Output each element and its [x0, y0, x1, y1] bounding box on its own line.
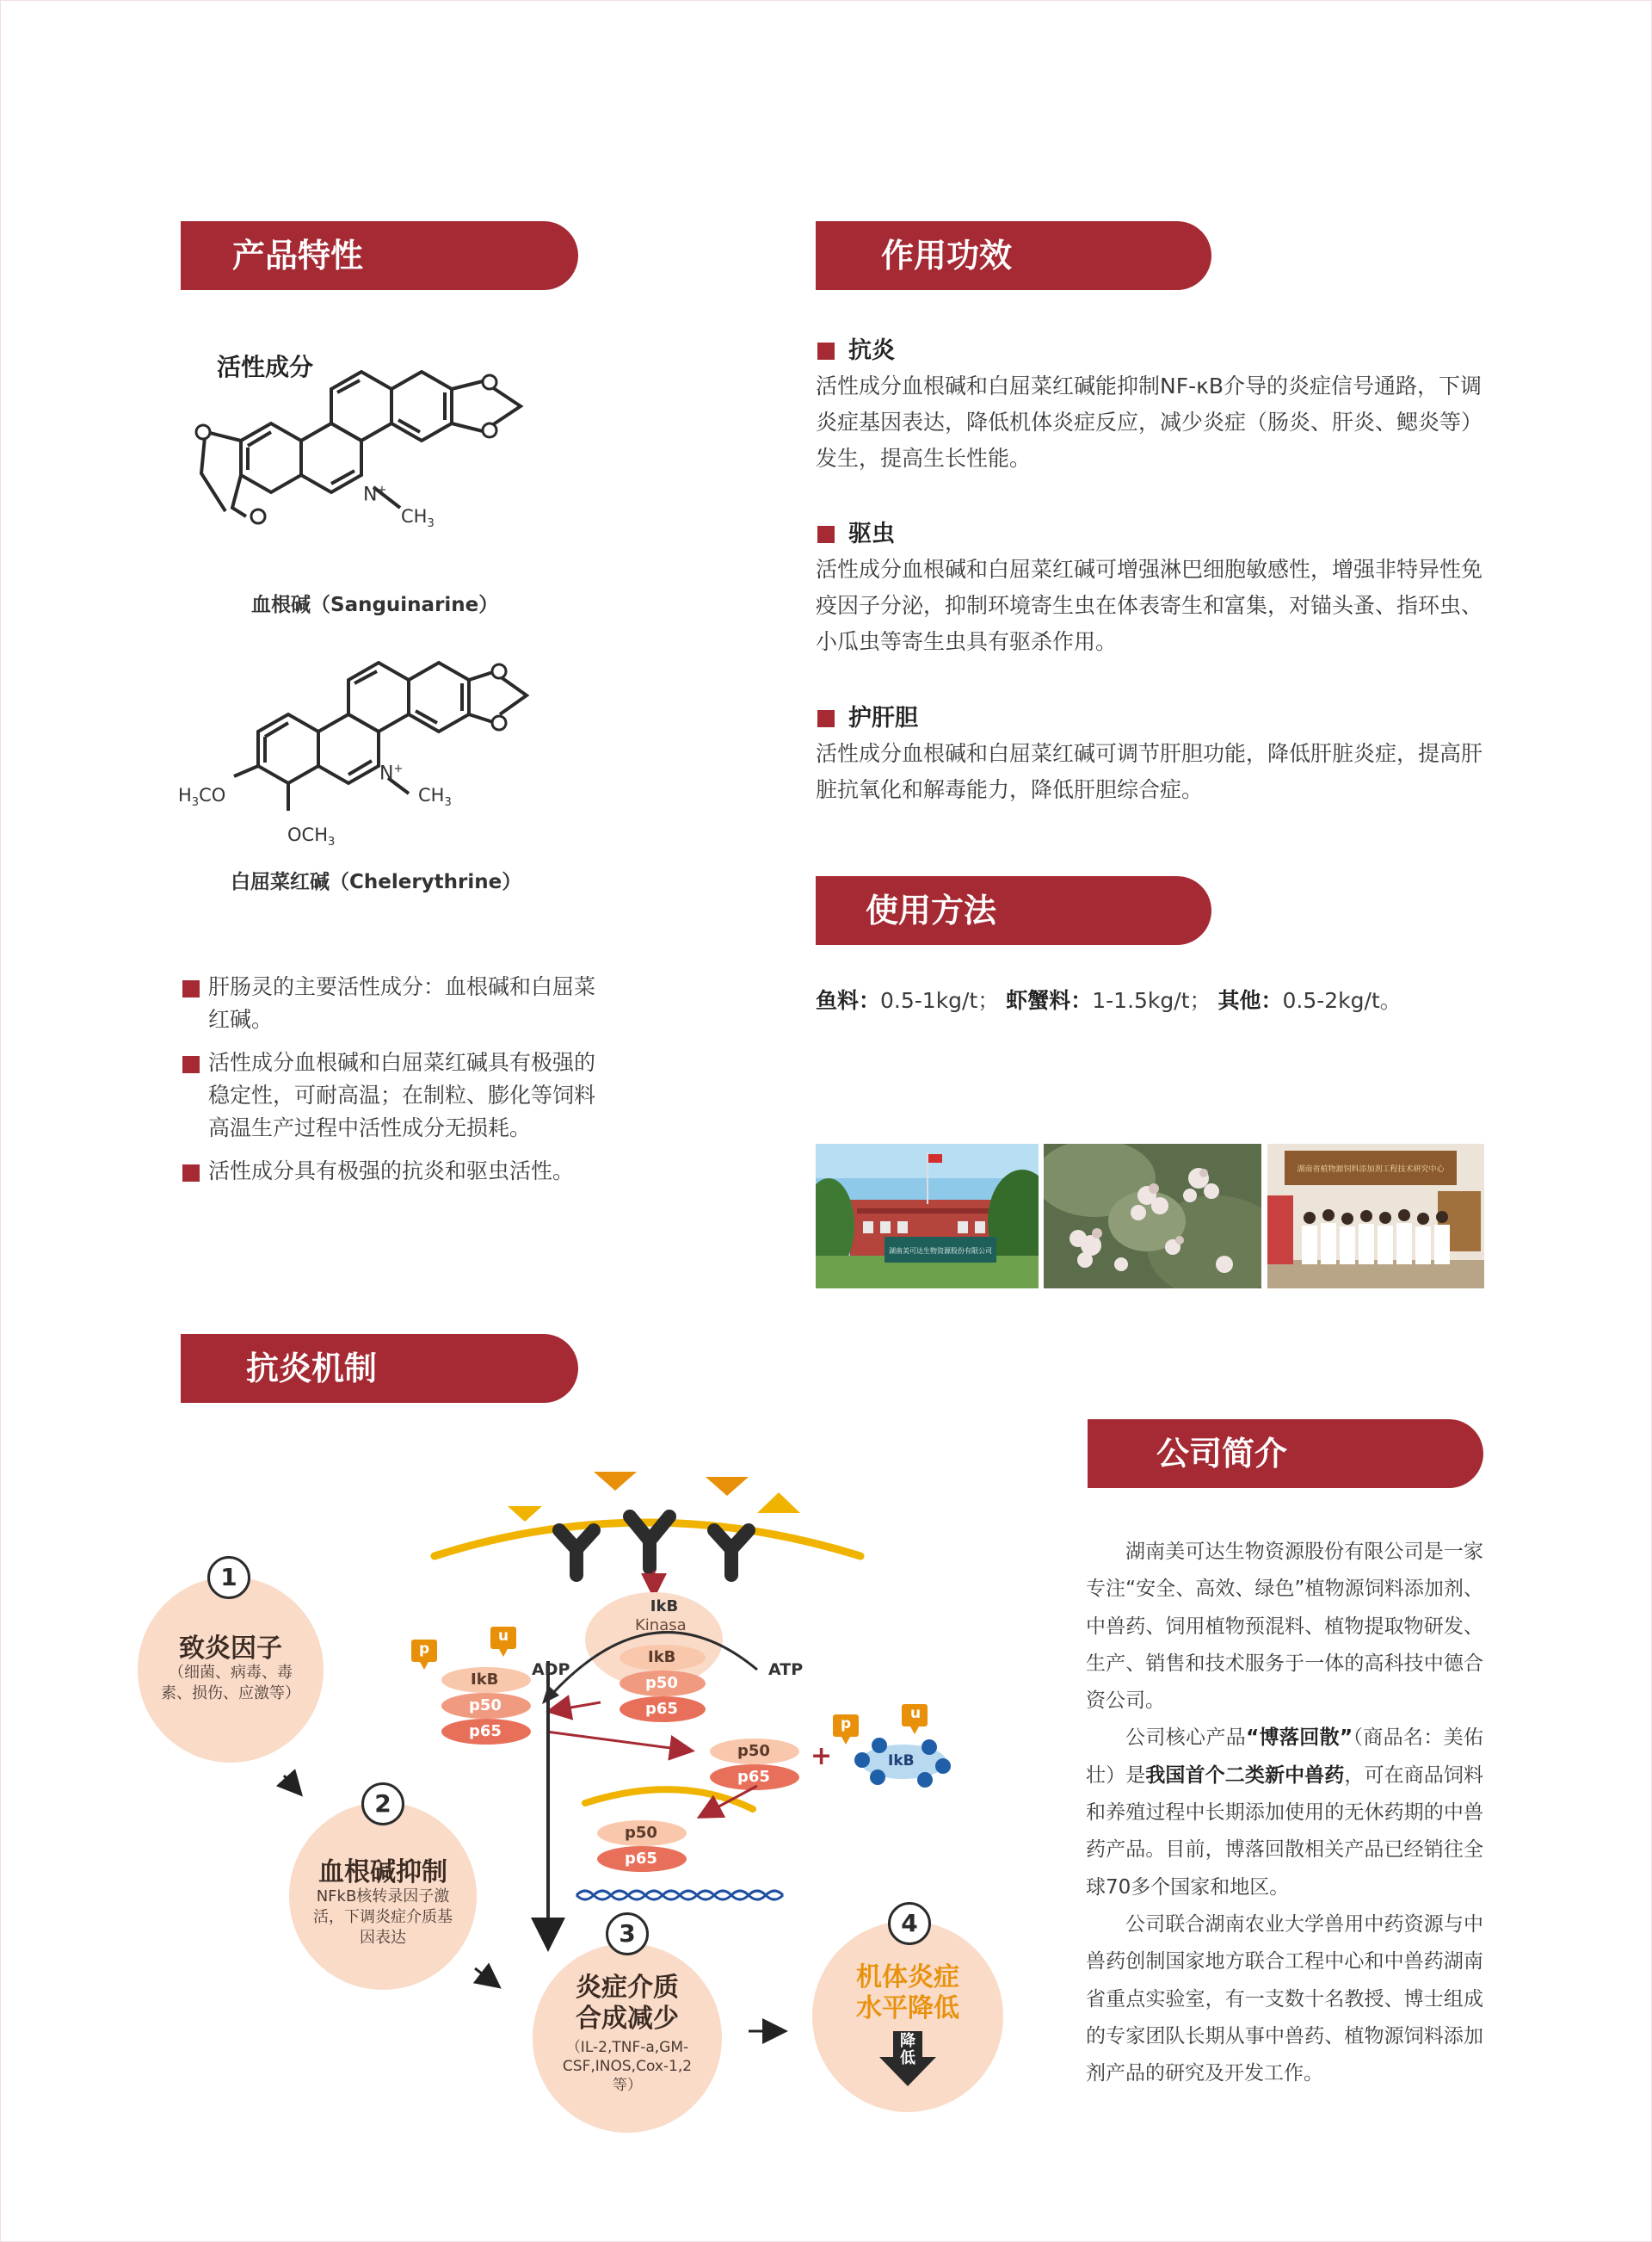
step-number-2: 2	[361, 1782, 404, 1825]
down-arrow-text: 降低	[900, 2032, 915, 2067]
free-p65-label: p65	[737, 1768, 770, 1786]
ch3-label-1: $CH_3$	[401, 506, 435, 531]
feature-item: 活性成分血根碱和白屈菜红碱具有极强的稳定性，可耐高温；在制粒、膨化等饲料高温生产过程中活性成分无损耗。	[181, 1047, 611, 1145]
kinasa-label: Kinasa	[635, 1616, 687, 1634]
effect-text: 活性成分血根碱和白屈菜红碱可调节肝胆功能，降低肝脏炎症，提高肝脏抗氧化和解毒能力，降低肝胆综合症。	[816, 741, 1483, 802]
effect-deworming	[816, 517, 1487, 660]
bullet-square-icon	[182, 1164, 200, 1182]
n-plus-label-2: N+	[379, 763, 404, 785]
step-number-1: 1	[207, 1556, 250, 1599]
company-profile	[1086, 1534, 1483, 2092]
step-title: 致炎因子	[179, 1634, 282, 1664]
research-team-photo	[1267, 1144, 1484, 1288]
section-title-company: 公司简介	[1088, 1419, 1483, 1488]
company-paragraph: 公司核心产品“博落回散”（商品名：美佑壮）是我国首个二类新中兽药，可在商品饲料和养殖过程中长期添加使用的无休药期的中兽药产品。目前，博落回散相关产品已经销往全球70多个国家和地区。	[1086, 1726, 1484, 1899]
complex-p65-label: p65	[645, 1700, 678, 1718]
adp-label: ADP	[532, 1660, 570, 1679]
plus-sign: +	[811, 1741, 833, 1771]
company-building-photo	[816, 1144, 1039, 1288]
phospho-tag-label-2: p	[841, 1715, 852, 1732]
effect-text: 活性成分血根碱和白屈菜红碱可增强淋巴细胞敏感性，增强非特异性免疫因子分泌，抑制环境寄生虫在体表寄生和富集，对锚头蚤、指环虫、小瓜虫等寄生虫具有驱杀作用。	[816, 557, 1483, 654]
usage-dosage: 鱼料：0.5-1kg/t； 虾蟹料：1-1.5kg/t； 其他：0.5-2kg/t。	[816, 988, 1402, 1013]
phospho-tag-label: p	[419, 1640, 430, 1658]
degraded-ikb-label: IkB	[888, 1752, 915, 1770]
effect-text: 活性成分血根碱和白屈菜红碱能抑制NF-κB介导的炎症信号通路，下调炎症基因表达，降低机体炎症反应，减少炎症（肠炎、肝炎、鳃炎等）发生，提高生长性能。	[816, 374, 1483, 471]
effect-anti-inflammatory	[816, 334, 1487, 477]
section-title-usage: 使用方法	[816, 876, 1211, 945]
bullet-square-icon	[182, 980, 200, 997]
company-paragraph: 公司联合湖南农业大学兽用中药资源与中兽药创制国家地方联合工程中心和中兽药湖南省重点实验室，有一支数十名教授、博士组成的专家团队长期从事中兽药、植物源饲料添加剂产品的研究及开发工作。	[1086, 1912, 1483, 2085]
bullet-square-icon	[817, 343, 835, 360]
h3co-label: $H_3CO$	[178, 785, 226, 810]
step-description: （IL-2,TNF-a,GM-CSF,INOS,Cox-1,2等）	[562, 2039, 693, 2094]
ligand-triangle	[594, 1472, 637, 1491]
effect-liver-protection	[816, 701, 1487, 808]
ligand-triangle	[757, 1492, 800, 1513]
effect-heading: 抗炎	[816, 334, 1487, 368]
step-number-3: 3	[606, 1912, 649, 1955]
step-sanguinarine-inhibition	[289, 1802, 477, 1990]
ligand-triangle	[508, 1506, 542, 1522]
och3-label: $OCH_3$	[287, 825, 336, 849]
feature-list	[181, 971, 611, 1198]
section-title-mechanism: 抗炎机制	[181, 1334, 578, 1403]
free-p50-label: p50	[737, 1742, 770, 1760]
left-p50-label: p50	[469, 1696, 502, 1714]
ubiquitin-tag-label-2: u	[910, 1705, 922, 1722]
nuclear-p50-label: p50	[625, 1824, 657, 1842]
step-title: 机体炎症 水平降低	[856, 1962, 959, 2023]
ikb-kinasa-label: IkB	[650, 1597, 679, 1615]
step-number-4: 4	[888, 1902, 931, 1945]
section-title-effects: 作用功效	[816, 221, 1211, 290]
bullet-square-icon	[817, 710, 835, 727]
feature-item: 活性成分具有极强的抗炎和驱虫活性。	[181, 1155, 611, 1188]
left-ikb-label: IkB	[471, 1671, 499, 1689]
ligand-triangle	[706, 1477, 749, 1496]
bullet-square-icon	[817, 526, 835, 543]
active-ingredient-label: 活性成分	[217, 353, 314, 381]
step-description: NFkB核转录因子激活，下调炎症介质基因表达	[313, 1887, 453, 1947]
section-title-features: 产品特性	[181, 221, 578, 290]
effect-heading: 驱虫	[816, 517, 1487, 552]
sanguinarine-name: 血根碱（Sanguinarine）	[251, 594, 499, 616]
ubiquitin-tag-label: u	[498, 1627, 509, 1645]
sanguinarine-structure	[189, 370, 551, 568]
company-paragraph: 湖南美可达生物资源股份有限公司是一家专注“安全、高效、绿色”植物源饲料添加剂、中兽药、饲用植物预混料、植物提取物研发、生产、销售和技术服务于一体的高科技中德合资公司。	[1086, 1541, 1483, 1713]
step-description: （细菌、病毒、毒素、损伤、应激等）	[161, 1664, 300, 1702]
atp-label: ATP	[768, 1660, 804, 1679]
effect-heading: 护肝胆	[816, 701, 1487, 736]
complex-p50-label: p50	[645, 1674, 678, 1692]
svg-text:湖南省植物源饲料添加剂工程技术研究中心: 湖南省植物源饲料添加剂工程技术研究中心	[1297, 1165, 1445, 1174]
chelerythrine-name: 白屈菜红碱（Chelerythrine）	[231, 871, 522, 893]
bullet-square-icon	[182, 1056, 200, 1073]
step-title: 炎症介质 合成减少	[576, 1973, 679, 2034]
step-mediator-reduction	[533, 1943, 722, 2133]
svg-text:湖南美可达生物资源股份有限公司: 湖南美可达生物资源股份有限公司	[889, 1247, 992, 1255]
left-p65-label: p65	[469, 1722, 502, 1740]
step-inflammatory-factors	[138, 1577, 324, 1763]
n-plus-label-1: N+	[363, 484, 387, 506]
feature-item: 肝肠灵的主要活性成分：血根碱和白屈菜红碱。	[181, 971, 611, 1036]
plant-flower-photo	[1044, 1144, 1261, 1288]
ch3-label-2: $CH_3$	[418, 785, 452, 810]
step-title: 血根碱抑制	[318, 1857, 447, 1887]
complex-ikb-label: IkB	[648, 1648, 676, 1666]
nuclear-p65-label: p65	[625, 1850, 657, 1868]
chelerythrine-structure	[232, 654, 576, 843]
step-inflammation-lowered	[812, 1921, 1003, 2112]
